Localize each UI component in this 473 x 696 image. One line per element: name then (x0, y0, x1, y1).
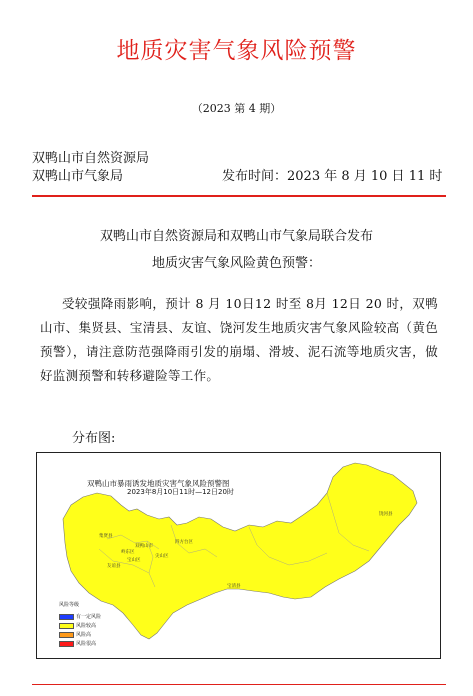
joint-release-line: 双鸭山市自然资源局和双鸭山市气象局联合发布 (99, 229, 373, 244)
place-label: 双鸭山市 (135, 544, 153, 549)
legend-label: 风险较高 (76, 623, 97, 629)
legend-label: 风险高 (76, 632, 92, 638)
place-label: 四方台区 (175, 540, 193, 545)
document-title: 地质灾害气象风险预警 (116, 38, 357, 64)
place-label: 友谊县 (107, 564, 121, 569)
issuer-natural-resources: 双鸭山市自然资源局 (32, 151, 150, 166)
warning-level-line: 地质灾害气象风险黄色预警： (151, 256, 321, 271)
place-label: 集贤县 (99, 534, 113, 539)
legend-title: 风险等级 (59, 602, 80, 608)
publish-time: 发布时间：2023 年 8 月 10 日 11 时 (222, 169, 443, 184)
legend-swatch (59, 623, 74, 629)
legend-label: 风险很高 (76, 641, 97, 647)
legend-swatch (59, 641, 74, 647)
footer-divider (32, 684, 446, 685)
warning-body-text: 受较强降雨影响，预计 8 月 10日12 时至 8月 12日 20 时，双鸭山市、集贤县、宝清县、友谊、饶河发生地质灾害气象风险较高（黄色预警），请注意防范强降雨引发的崩塌、滑坡、泥石流等地质灾害，做好监测预警和转移避险等工作。 (40, 296, 438, 383)
legend-label: 有一定风险 (76, 614, 102, 620)
map-title: 双鸭山市暴雨诱发地质灾害气象风险预警图 (87, 479, 230, 488)
risk-map (36, 452, 441, 659)
place-label: 饶河县 (379, 512, 393, 517)
place-label: 宝山区 (127, 558, 141, 563)
warning-region-area (63, 463, 417, 639)
distribution-label: 分布图: (72, 431, 116, 446)
place-label: 岭东区 (121, 550, 135, 555)
issue-number: （2023 第 4 期） (191, 102, 282, 115)
place-label: 宝清县 (227, 584, 241, 589)
place-label: 尖山区 (155, 554, 169, 559)
legend-swatch (59, 632, 74, 638)
header-divider (32, 195, 446, 197)
issuer-meteorology: 双鸭山市气象局 (32, 169, 124, 184)
legend-swatch (59, 614, 74, 620)
map-subtitle: 2023年8月10日11时—12日20时 (127, 488, 234, 496)
